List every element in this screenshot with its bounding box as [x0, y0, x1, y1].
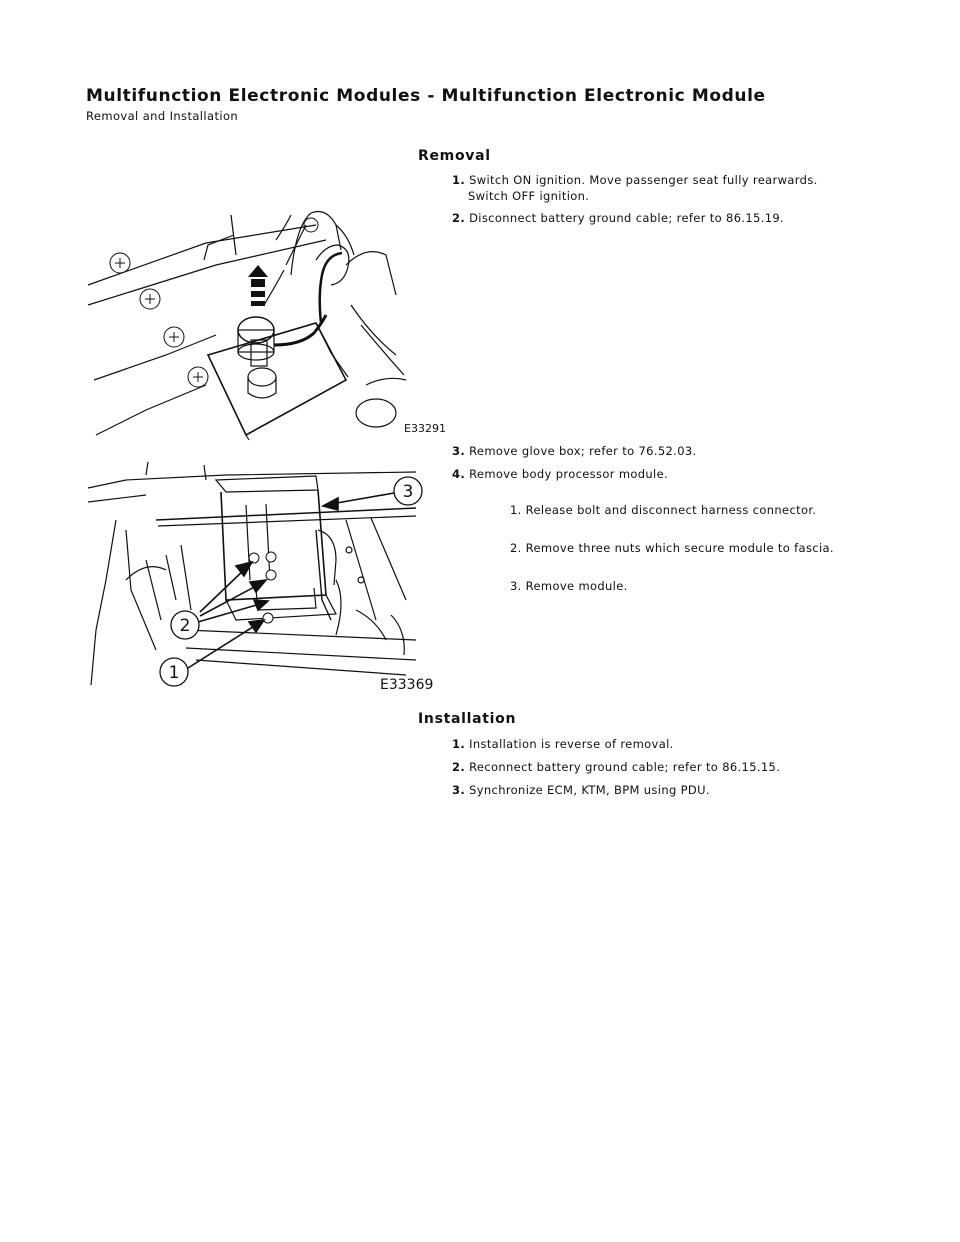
step-number: 1.: [452, 737, 466, 751]
step-number: 3.: [452, 783, 466, 797]
step-number: 2.: [452, 760, 466, 774]
step-text: Remove body processor module.: [469, 467, 669, 481]
step-number: 3.: [452, 444, 466, 458]
substep-3: 3. Remove module.: [510, 579, 628, 593]
page-subtitle: Removal and Installation: [86, 109, 239, 123]
step-number: 2.: [452, 211, 466, 225]
step-text: Synchronize ECM, KTM, BPM using PDU.: [469, 783, 710, 797]
callout-label-3: 3: [402, 482, 414, 502]
step-text-continued: Switch OFF ignition.: [468, 189, 590, 203]
step-number: 1.: [452, 173, 466, 187]
step-text: Disconnect battery ground cable; refer to 86.15.19.: [469, 211, 785, 225]
removal-step-3: [452, 443, 892, 459]
installation-step-2: [452, 759, 892, 775]
installation-step-1: [452, 736, 892, 752]
removal-step-2: [452, 210, 892, 226]
battery-ground-cable-illustration: [86, 205, 446, 440]
substep-1: 1. Release bolt and disconnect harness connector.: [510, 503, 817, 517]
callout-label-1: 1: [168, 663, 180, 683]
body-processor-module-illustration: [86, 460, 436, 693]
step-text: Reconnect battery ground cable; refer to 86.15.15.: [469, 760, 781, 774]
step-text: Remove glove box; refer to 76.52.03.: [469, 444, 697, 458]
removal-heading: Removal: [418, 148, 491, 164]
removal-step-4: [452, 466, 892, 482]
figure-code: E33291: [404, 422, 446, 435]
installation-heading: Installation: [418, 711, 517, 727]
figure-code: E33369: [380, 677, 434, 693]
substep-2: 2. Remove three nuts which secure module to fascia.: [510, 541, 834, 555]
page-title: Multifunction Electronic Modules - Multifunction Electronic Module: [86, 86, 766, 106]
installation-step-3: [452, 782, 892, 798]
step-number: 4.: [452, 467, 466, 481]
callout-label-2: 2: [179, 616, 191, 636]
step-text: Installation is reverse of removal.: [469, 737, 674, 751]
step-text: Switch ON ignition. Move passenger seat fully rearwards.: [469, 173, 818, 187]
removal-step-1: [452, 172, 892, 204]
